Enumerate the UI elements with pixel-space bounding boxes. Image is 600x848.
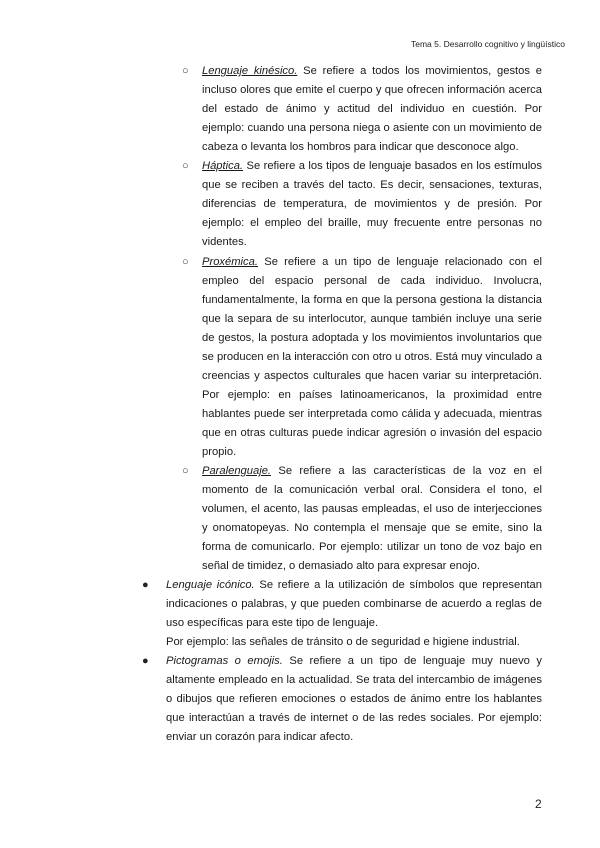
item-text: Se refiere a un tipo de lenguaje relacionado con el empleo del espacio personal de cada individuo. Involucra, fundamentalmente, la forma en que la persona gestiona la distancia que la separa de su interlocutor, aunque también incluye una serie de gestos, la postura adoptada y los movimientos involuntarios que se producen en la interacción con otro u otros. Está muy vinculado a creencias y aspectos culturales que hacen variar su interpretación. Por ejemplo: en países latinoamericanos, la proximidad entre hablantes puede ser interpretada como cálida y adecuada, mientras que en otras culturas puede indicar agresión o invasión del espacio propio. xyxy=(202,256,542,459)
item-text: Se refiere a las características de la voz en el momento de la comunicación verbal oral. Considera el tono, el volumen, el acento, las pausas empleadas, el uso de interjecciones y onomatopeyas. No contempla el mensaje que se emite, sino la forma de comunicarlo. Por ejemplo: utilizar un tono de voz bajo en señal de timidez, o demasiado alto para expresar enojo. xyxy=(202,465,542,573)
list-item-proxemica xyxy=(182,253,542,463)
item-text: Se refiere a un tipo de lenguaje muy nuevo y altamente empleado en la actualidad. Se trata del intercambio de imágenes o dibujos que refieren emociones o estados de ánimo entre los hablantes que interactúan a través de internet o de las redes sociales. Por ejemplo: enviar un corazón para indicar afecto. xyxy=(166,655,542,744)
list-item-lenguaje-iconico xyxy=(142,576,542,633)
list-item-haptica xyxy=(182,157,542,252)
term-label: Lenguaje icónico. xyxy=(166,579,255,591)
example-line: Por ejemplo: las señales de tránsito o de seguridad e higiene industrial. xyxy=(166,636,520,648)
term-label: Proxémica. xyxy=(202,256,258,268)
item-text: Se refiere a los tipos de lenguaje basados en los estímulos que se reciben a través del tacto. Es decir, sensaciones, texturas, diferencias de temperatura, de movimientos y de presión. Por ejemplo: el empleo del braille, muy frecuente entre personas no videntes. xyxy=(202,160,542,249)
hollow-bullet-icon: ○ xyxy=(182,256,189,268)
item-text: Se refiere a todos los movimientos, gestos e incluso olores que emite el cuerpo y que ofrecen información acerca del estado de ánimo y actitud del individuo en cuestión. Por ejemplo: cuando una persona niega o asiente con un movimiento de cabeza o levanta los hombros para indicar que desconoce algo. xyxy=(202,65,542,154)
filled-bullet-icon: ● xyxy=(142,579,149,591)
item-text: Se refiere a la utilización de símbolos que representan indicaciones o palabras, y que pueden combinarse de acuerdo a reglas de uso específicas para este tipo de lenguaje. xyxy=(166,579,542,630)
list-item-kinesico xyxy=(182,62,542,157)
list-item-pictogramas xyxy=(142,652,542,747)
hollow-bullet-icon: ○ xyxy=(182,160,189,172)
filled-bullet-icon: ● xyxy=(142,655,149,667)
hollow-bullet-icon: ○ xyxy=(182,465,189,477)
term-label: Pictogramas o emojis. xyxy=(166,655,283,667)
term-label: Lenguaje kinésico. xyxy=(202,65,298,77)
hollow-bullet-icon: ○ xyxy=(182,65,189,77)
running-header: Tema 5. Desarrollo cognitivo y lingüístico xyxy=(410,39,565,49)
term-label: Paralenguaje. xyxy=(202,465,272,477)
list-item-paralenguaje xyxy=(182,462,542,576)
page-number: 2 xyxy=(535,797,542,811)
term-label: Háptica. xyxy=(202,160,244,172)
